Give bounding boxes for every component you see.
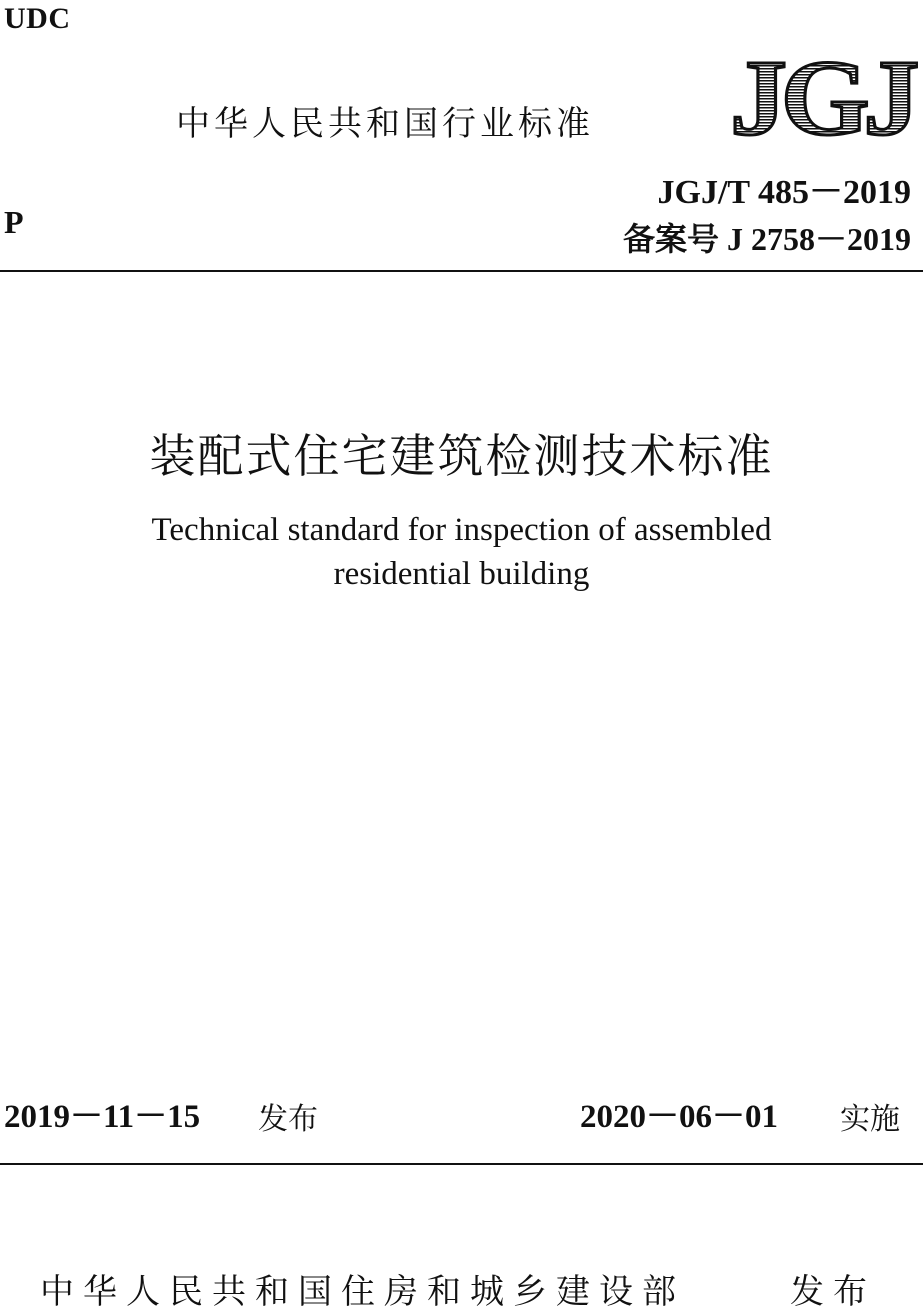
title-english-line2: residential building <box>333 556 590 592</box>
bottom-divider <box>0 1163 923 1165</box>
industry-standard-heading: 中华人民共和国行业标准 <box>176 104 594 144</box>
publisher: 中华人民共和国住房和城乡建设部 <box>40 1272 685 1312</box>
issue-label: 发布 <box>258 1102 318 1137</box>
record-number: 备案号 J 2758－2019 <box>622 221 911 257</box>
title-english-line1: Technical standard for inspection of assembled <box>151 512 772 548</box>
top-divider <box>0 270 923 272</box>
implementation-label: 实施 <box>840 1102 900 1137</box>
title-chinese: 装配式住宅建筑检测技术标准 <box>149 429 774 483</box>
jgj-logo <box>726 44 918 140</box>
implementation-date: 2020－06－01 <box>580 1099 778 1135</box>
logo-text: JGJ <box>730 44 918 140</box>
standard-code: JGJ/T 485－2019 <box>657 174 911 211</box>
publish-label: 发布 <box>790 1272 876 1312</box>
classification-code: P <box>4 204 24 240</box>
title-english <box>80 508 843 596</box>
udc-label: UDC <box>4 2 71 35</box>
issue-date: 2019－11－15 <box>4 1099 201 1135</box>
